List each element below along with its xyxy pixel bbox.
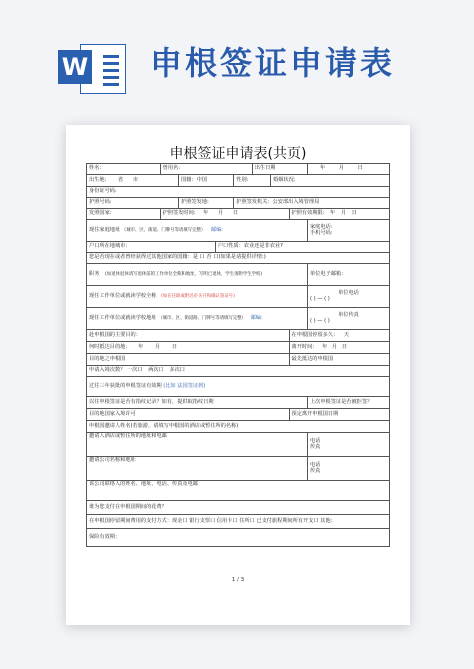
application-form-table [86, 163, 390, 547]
first-entry-country-field[interactable]: 最先抵达的申根国 [289, 354, 389, 366]
past-visas-field[interactable]: 过往三年获批的申根签证有效期 (比如 法国签证到) [87, 377, 390, 397]
arrival-date-field[interactable]: 何时抵达目的地： 年 月 日 [87, 342, 290, 354]
table-row [87, 330, 390, 342]
employer-name-field[interactable]: 现任工作单位或就读学校全称 (如在任职或附近必关开和确认签证号) [87, 286, 308, 308]
nationality-field: 国籍：中国 [179, 175, 234, 187]
trip-purpose-field[interactable]: 赴申根国的主要目的： [87, 330, 290, 342]
table-row [87, 409, 390, 421]
table-row [87, 198, 390, 209]
name-field[interactable]: 姓名: [87, 164, 161, 175]
gender-field[interactable]: 性别: [234, 175, 271, 187]
table-row [87, 354, 390, 366]
table-row [87, 501, 390, 515]
banner-title: 申根签证申请表 [150, 44, 396, 82]
stay-duration-field[interactable]: 在申根国停留多久： 天 [289, 330, 389, 342]
word-logo-icon [58, 40, 128, 96]
inviting-company-field[interactable]: 邀请公司名称和地址 [87, 457, 308, 481]
work-phone-field[interactable]: 单位电话 ( ) — ( ) [307, 286, 389, 308]
passport-number-field[interactable]: 护照号码: [87, 198, 179, 209]
inviter-address-field[interactable]: 邀请人酒店或暂住所的地址和电邮 [87, 433, 308, 457]
home-phone-field[interactable]: 家庭电话: 手机号码: [307, 220, 389, 242]
entries-requested-field[interactable]: 申请入境次数？ 一次口 两次口 多次口 [87, 366, 390, 377]
company-contact-person-field[interactable]: 该公司联络人的姓名、地址、电话、传真及电邮 [87, 481, 390, 501]
hukou-type-field[interactable]: 户口性质：农业还是非农业? [215, 242, 389, 253]
table-row [87, 175, 390, 187]
table-row [87, 264, 390, 286]
issuing-country-field[interactable]: 发照国家: [87, 209, 161, 220]
table-row [87, 397, 390, 409]
visa-refused-field[interactable]: 上次申根签证是否被拒签？ [307, 397, 389, 409]
table-row [87, 187, 390, 198]
table-row [87, 242, 390, 253]
table-row [87, 220, 390, 242]
table-row [87, 308, 390, 330]
word-w-badge: W [58, 50, 92, 84]
table-row [87, 433, 390, 457]
table-row [87, 529, 390, 547]
other-nationality-field[interactable]: 您是否现在或者曾经获得过其他国家的国籍：是 口 否 口(如果是请提供详情:) [87, 253, 390, 264]
table-row [87, 209, 390, 220]
expenses-payer-field[interactable]: 谁为您支付在申根国期间的花费？ [87, 501, 390, 515]
inviter-contact-field[interactable]: 电话 传真 [307, 433, 389, 457]
birth-date-field[interactable]: 年 月 日 [307, 164, 389, 175]
passport-issue-place-field[interactable]: 护照签发地: [179, 198, 234, 209]
passport-authority-field: 护照签发机关：公安部出入境管理局 [234, 198, 390, 209]
employer-address-field[interactable]: 现任工作单位或就读学校地址 （城市、区、街道路、门牌号等请填写完整） 邮编: [87, 308, 308, 330]
hukou-city-field[interactable]: 户口所在地城市: [87, 242, 216, 253]
birth-date-label: 出生日期 [252, 164, 307, 175]
table-row [87, 253, 390, 264]
table-row [87, 377, 390, 397]
fingerprint-record-field[interactable]: 以往申根签证是否有指纹记录？如有，提供取指纹日期 [87, 397, 308, 409]
inviter-name-field[interactable]: 申根国邀请人姓名(若旅游，请填写申根国的酒店或暂住所的名称) [87, 421, 390, 433]
destination-country-field[interactable]: 目的地之申根国 [87, 354, 290, 366]
occupation-field[interactable]: 职务 (如退休退休请写退休前的工作单位全称和地址，写明已退休，学生请附学生学校) [87, 264, 308, 286]
table-row [87, 421, 390, 433]
page-number: 1 / 3 [231, 577, 245, 583]
entry-permit-field[interactable]: 目的地国家入境许可 [87, 409, 290, 421]
planned-departure-field[interactable]: 预定离开申根国日期 [289, 409, 389, 421]
departure-date-field[interactable]: 离开时间： 年 月 日 [289, 342, 389, 354]
table-row [87, 366, 390, 377]
work-fax-field[interactable]: 单位传真 ( ) — ( ) [307, 308, 389, 330]
work-email-field[interactable]: 单位电子邮箱： [307, 264, 389, 286]
id-number-field[interactable]: 身份证号码: [87, 187, 390, 198]
table-row [87, 164, 390, 175]
passport-issue-date-field[interactable]: 护照签发时间: 年 月 日 [160, 209, 289, 220]
passport-expiry-field[interactable]: 护照有效期限: 年 月 日 [289, 209, 389, 220]
table-row [87, 286, 390, 308]
form-title: 申根签证申请表(共页) [169, 146, 307, 162]
birthplace-field[interactable]: 出生地: 省 市 [87, 175, 179, 187]
table-row [87, 515, 390, 529]
table-row [87, 342, 390, 354]
insurance-validity-field[interactable]: 保险有效期： [87, 529, 390, 547]
home-address-field[interactable]: 现住家庭地址 （城市、区、街道、门牌号等请填写完整） 邮编: [87, 220, 308, 242]
table-row [87, 457, 390, 481]
payment-method-field[interactable]: 在申根国停留期间费用的支付方式：现金口 银行支票口 信用卡口 住所口 已支付旅程期间所有开支口 其他: [87, 515, 390, 529]
former-name-field[interactable]: 曾用名: [160, 164, 252, 175]
company-contact-field[interactable]: 电话 传真 [307, 457, 389, 481]
table-row [87, 481, 390, 501]
marital-status-field[interactable]: 婚姻状况: [271, 175, 390, 187]
page-header [0, 0, 474, 110]
document-page [66, 125, 410, 625]
